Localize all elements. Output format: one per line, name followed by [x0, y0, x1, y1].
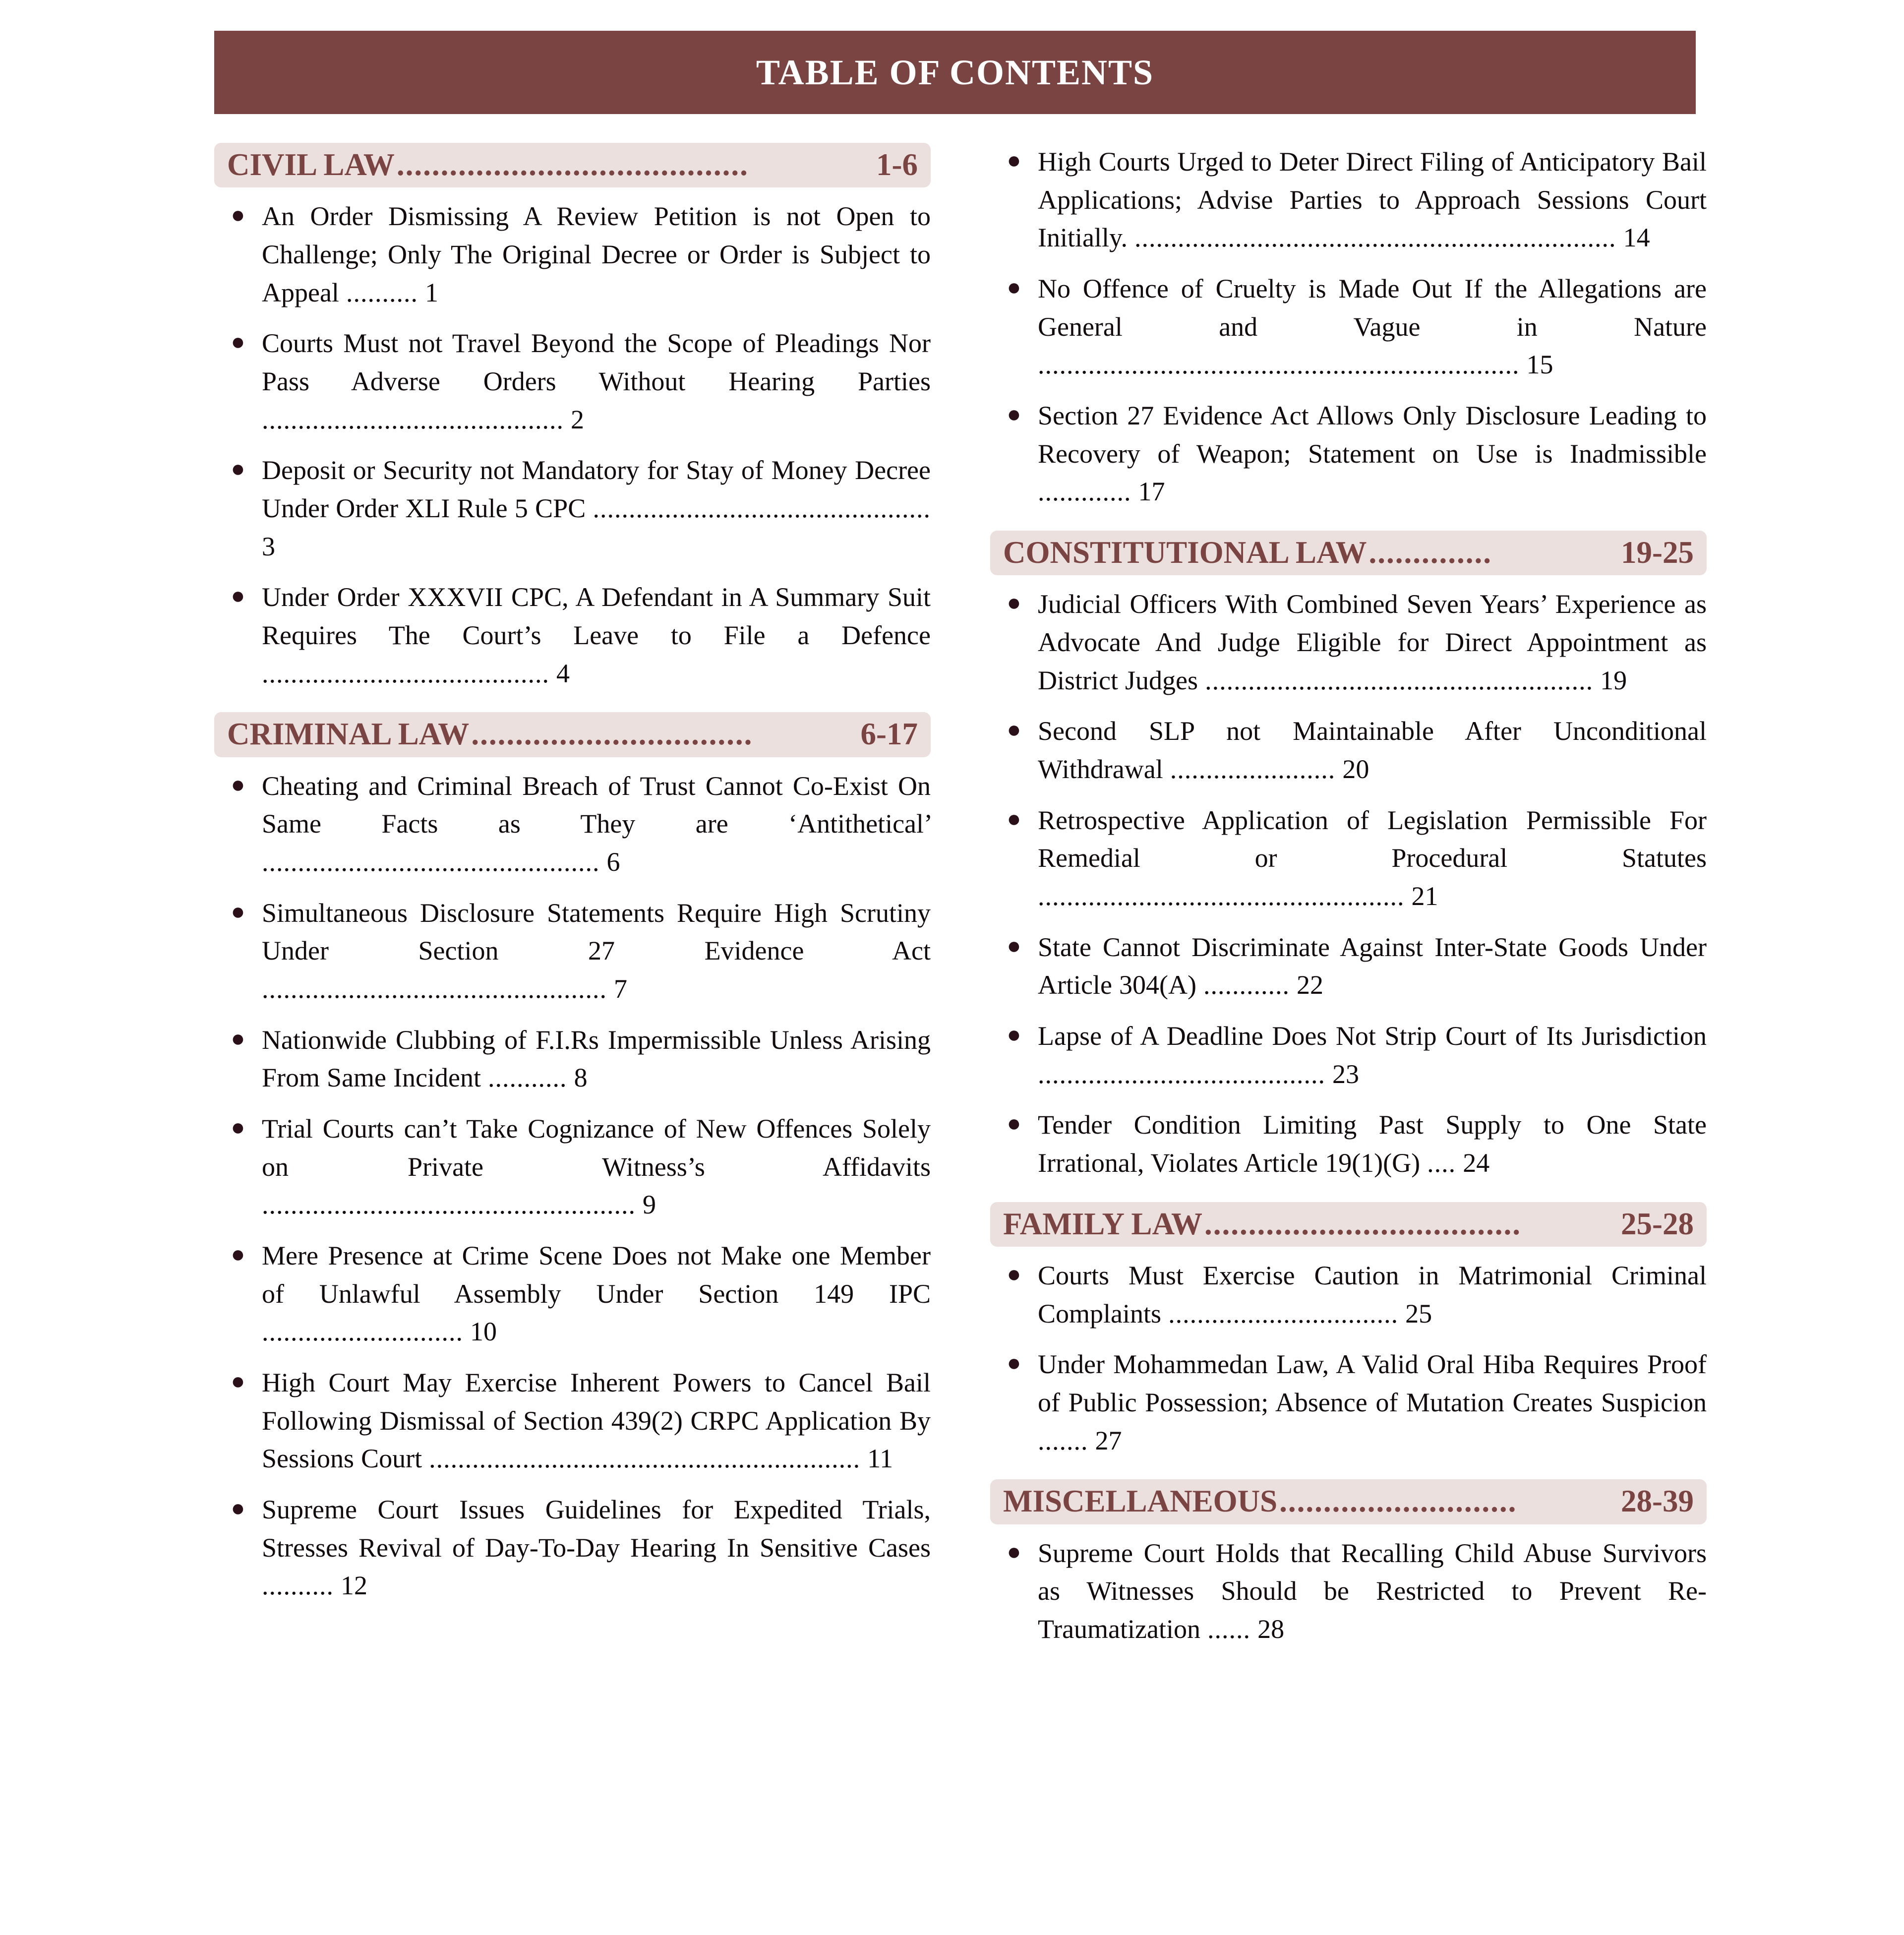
bullet-icon: ●: [1007, 717, 1021, 743]
section-page-range: 6-17: [860, 717, 918, 752]
toc-entry[interactable]: [990, 1106, 1707, 1182]
bullet-icon: ●: [1007, 1538, 1021, 1565]
toc-entry[interactable]: [990, 1345, 1707, 1459]
toc-entry-leader-dots: ..........................................: [262, 404, 564, 434]
toc-entry-text: [262, 1237, 931, 1351]
toc-entry-leader-dots: ....: [1427, 1148, 1456, 1178]
toc-entry-leader-dots: ................................................: [262, 973, 607, 1004]
toc-entry-text: [262, 894, 931, 1008]
bullet-icon: ●: [231, 1241, 245, 1268]
toc-entry-page-number: 23: [1332, 1059, 1360, 1089]
toc-entry[interactable]: [214, 1237, 931, 1351]
toc-entry-leader-dots: .............: [1038, 477, 1131, 507]
toc-entry-title: Courts Must Exercise Caution in Matrimonial Criminal Complaints: [1038, 1260, 1707, 1329]
toc-entry-title: An Order Dismissing A Review Petition is not Open to Challenge; Only The Original Decree or Order is Subject to Appeal: [262, 201, 931, 307]
toc-entry-leader-dots: ............: [1203, 970, 1290, 1000]
toc-entry-leader-dots: ..........: [346, 277, 418, 307]
toc-entry-page-number: 9: [643, 1190, 656, 1220]
toc-entry[interactable]: [990, 270, 1707, 384]
toc-entry-leader-dots: ...................................................: [1038, 881, 1405, 911]
toc-entry-text: [1038, 143, 1707, 257]
section-title: FAMILY LAW: [1003, 1206, 1202, 1241]
section-title: MISCELLANEOUS: [1003, 1484, 1278, 1519]
toc-entry-title: Supreme Court Holds that Recalling Child Abuse Survivors as Witnesses Should be Restricted to Prevent Re-Traumatization: [1038, 1538, 1707, 1644]
toc-entry-text: [1038, 1257, 1707, 1332]
section-header-criminal-law: [214, 712, 931, 757]
bullet-icon: ●: [231, 583, 245, 609]
section-leader-dots: ................................: [471, 718, 753, 750]
bullet-icon: ●: [231, 1025, 245, 1052]
toc-entry-page-number: 11: [867, 1444, 893, 1474]
toc-entry[interactable]: [214, 324, 931, 438]
toc-entry[interactable]: [990, 928, 1707, 1004]
toc-entry[interactable]: [214, 451, 931, 565]
bullet-icon: ●: [1007, 1022, 1021, 1048]
bullet-icon: ●: [231, 456, 245, 483]
bullet-icon: ●: [1007, 1261, 1021, 1287]
toc-entry-text: [262, 1491, 931, 1605]
toc-entry-page-number: 14: [1623, 223, 1650, 253]
toc-entry-title: Judicial Officers With Combined Seven Years’ Experience as Advocate And Judge Eligible for Direct Appointment as District Judges: [1038, 589, 1707, 695]
toc-entry-leader-dots: ............................................................: [429, 1444, 861, 1474]
toc-columns: [214, 143, 1707, 1661]
toc-entry-text: [1038, 712, 1707, 788]
toc-entry-leader-dots: ......................................................: [1205, 665, 1594, 695]
toc-entry-leader-dots: ..........: [262, 1571, 334, 1601]
bullet-icon: ●: [1007, 1350, 1021, 1377]
toc-entry-leader-dots: .......................: [1170, 754, 1336, 784]
toc-entry-title: Simultaneous Disclosure Statements Require High Scrutiny Under Section 27 Evidence Act: [262, 898, 931, 966]
toc-entry-text: [262, 1364, 931, 1478]
toc-entry-leader-dots: .......: [1038, 1425, 1088, 1455]
toc-entry-text: [1038, 1106, 1707, 1182]
section-leader-dots: ........................................: [396, 149, 749, 181]
toc-column-right: [990, 143, 1707, 1661]
toc-entry-page-number: 7: [614, 973, 628, 1004]
toc-entry-page-number: 20: [1342, 754, 1369, 784]
toc-entry-page-number: 28: [1257, 1614, 1285, 1644]
toc-entry[interactable]: [990, 712, 1707, 788]
toc-entry-leader-dots: ...................................................................: [1038, 350, 1520, 380]
toc-entry[interactable]: [990, 1017, 1707, 1093]
section-leader-dots: ...........................: [1279, 1485, 1517, 1517]
bullet-icon: ●: [231, 1114, 245, 1141]
bullet-icon: ●: [1007, 805, 1021, 832]
toc-entry-page-number: 17: [1138, 477, 1165, 507]
toc-entry-text: [1038, 1017, 1707, 1093]
toc-entry-text: [262, 1110, 931, 1224]
toc-entry-page-number: 22: [1297, 970, 1324, 1000]
toc-entry-title: Section 27 Evidence Act Allows Only Disclosure Leading to Recovery of Weapon; Statement on Use is Inadmissible: [1038, 401, 1707, 469]
toc-entry-title: State Cannot Discriminate Against Inter-State Goods Under Article 304(A): [1038, 932, 1707, 1000]
toc-entry-title: Courts Must not Travel Beyond the Scope of Pleadings Nor Pass Adverse Orders Without Hearing Parties: [262, 328, 931, 396]
section-leader-dots: ....................................: [1204, 1208, 1521, 1240]
toc-entry-page-number: 1: [425, 277, 439, 307]
section-page-range: 19-25: [1621, 535, 1694, 570]
bullet-icon: ●: [231, 202, 245, 229]
toc-entry-page-number: 21: [1411, 881, 1438, 911]
toc-entry-leader-dots: ....................................................: [262, 1190, 636, 1220]
toc-entry-text: [262, 324, 931, 438]
section-header-miscellaneous: [990, 1479, 1707, 1524]
toc-entry-page-number: 24: [1463, 1148, 1490, 1178]
toc-entry-title: Trial Courts can’t Take Cognizance of New Offences Solely on Private Witness’s Affidavits: [262, 1113, 931, 1182]
toc-entry-title: Supreme Court Issues Guidelines for Expedited Trials, Stresses Revival of Day-To-Day Hearing In Sensitive Cases: [262, 1494, 931, 1563]
toc-entry-title: Second SLP not Maintainable After Unconditional Withdrawal: [1038, 716, 1707, 784]
bullet-icon: ●: [1007, 274, 1021, 301]
toc-entry-page-number: 19: [1600, 665, 1627, 695]
toc-entry-title: Under Mohammedan Law, A Valid Oral Hiba Requires Proof of Public Possession; Absence of Mutation Creates Suspicion: [1038, 1349, 1707, 1417]
toc-entry-title: Nationwide Clubbing of F.I.Rs Impermissible Unless Arising From Same Incident: [262, 1025, 931, 1093]
toc-entry-text: [262, 1021, 931, 1097]
toc-entry-page-number: 3: [262, 531, 275, 561]
bullet-icon: ●: [1007, 147, 1021, 174]
toc-entry-leader-dots: ........................................: [262, 658, 549, 688]
bullet-icon: ●: [231, 1495, 245, 1521]
toc-page: [0, 31, 1904, 1935]
toc-entry-leader-dots: ...............................................: [262, 847, 600, 877]
toc-entry-title: High Courts Urged to Deter Direct Filing of Anticipatory Bail Applications; Advise Parties to Approach Sessions Court Initially.: [1038, 147, 1707, 253]
toc-entry[interactable]: [990, 585, 1707, 699]
toc-entry[interactable]: [214, 767, 931, 881]
toc-entry[interactable]: [990, 1257, 1707, 1332]
toc-entry[interactable]: [214, 1491, 931, 1605]
toc-entry[interactable]: [214, 578, 931, 692]
toc-entry-title: Lapse of A Deadline Does Not Strip Court of Its Jurisdiction: [1038, 1021, 1707, 1051]
toc-entry-text: [1038, 801, 1707, 915]
toc-entry-page-number: 8: [574, 1063, 588, 1093]
bullet-icon: ●: [1007, 401, 1021, 428]
toc-entry-text: [1038, 1534, 1707, 1648]
toc-entry-text: [262, 197, 931, 311]
toc-entry-text: [262, 578, 931, 692]
toc-entry[interactable]: [990, 1534, 1707, 1648]
toc-entry-text: [262, 451, 931, 565]
bullet-icon: ●: [231, 1368, 245, 1394]
bullet-icon: ●: [1007, 1110, 1021, 1137]
toc-entry-title: Tender Condition Limiting Past Supply to One State Irrational, Violates Article 19(1)(G): [1038, 1110, 1707, 1178]
toc-entry-leader-dots: ...........: [488, 1063, 567, 1093]
section-header-civil-law: [214, 143, 931, 187]
toc-entry-leader-dots: ................................: [1168, 1298, 1399, 1329]
toc-entry-leader-dots: ...................................................................: [1134, 223, 1616, 253]
toc-entry-page-number: 6: [606, 847, 620, 877]
section-header-constitutional-law: [990, 531, 1707, 575]
toc-entry-text: [1038, 585, 1707, 699]
toc-entry-text: [1038, 397, 1707, 511]
toc-entry[interactable]: [990, 397, 1707, 511]
toc-entry-page-number: 2: [571, 404, 585, 434]
bullet-icon: ●: [1007, 590, 1021, 616]
section-title: CIVIL LAW: [227, 147, 395, 182]
toc-entry-page-number: 4: [556, 658, 570, 688]
toc-entry[interactable]: [214, 1021, 931, 1097]
toc-entry-title: Under Order XXXVII CPC, A Defendant in A Summary Suit Requires The Court’s Leave to File a Defence: [262, 582, 931, 650]
toc-entry[interactable]: [990, 143, 1707, 257]
toc-entry-leader-dots: ............................: [262, 1317, 463, 1347]
toc-entry-text: [1038, 1345, 1707, 1459]
toc-column-left: [214, 143, 931, 1618]
section-header-family-law: [990, 1202, 1707, 1247]
toc-entry-page-number: 27: [1095, 1425, 1122, 1455]
section-title: CONSTITUTIONAL LAW: [1003, 535, 1367, 570]
toc-entry-title: Deposit or Security not Mandatory for Stay of Money Decree Under Order XLI Rule 5 CPC: [262, 455, 931, 523]
toc-entry-title: High Court May Exercise Inherent Powers to Cancel Bail Following Dismissal of Section 439(2) CRPC Application By Sessions Court: [262, 1367, 931, 1474]
section-leader-dots: ..............: [1368, 537, 1492, 569]
toc-entry-page-number: 15: [1526, 350, 1553, 380]
toc-entry-page-number: 10: [470, 1317, 497, 1347]
toc-entry[interactable]: [214, 197, 931, 311]
toc-entry[interactable]: [214, 1364, 931, 1478]
toc-header-bar: [214, 31, 1696, 114]
toc-entry[interactable]: [214, 894, 931, 1008]
toc-entry[interactable]: [990, 801, 1707, 915]
bullet-icon: ●: [231, 771, 245, 798]
section-page-range: 1-6: [876, 147, 918, 182]
toc-entry-text: [1038, 270, 1707, 384]
toc-entry-title: Retrospective Application of Legislation Permissible For Remedial or Procedural Statutes: [1038, 805, 1707, 873]
section-page-range: 25-28: [1621, 1206, 1694, 1241]
page-title: TABLE OF CONTENTS: [756, 53, 1154, 92]
toc-entry[interactable]: [214, 1110, 931, 1224]
toc-entry-leader-dots: ...............................................: [593, 493, 931, 523]
section-title: CRIMINAL LAW: [227, 717, 470, 752]
bullet-icon: ●: [231, 329, 245, 356]
toc-entry-text: [262, 767, 931, 881]
toc-entry-title: No Offence of Cruelty is Made Out If the Allegations are General and Vague in Nature: [1038, 274, 1707, 342]
toc-entry-page-number: 25: [1405, 1298, 1432, 1329]
toc-entry-leader-dots: ........................................: [1038, 1059, 1325, 1089]
toc-entry-title: Mere Presence at Crime Scene Does not Make one Member of Unlawful Assembly Under Section 149 IPC: [262, 1240, 931, 1309]
bullet-icon: ●: [1007, 932, 1021, 959]
toc-entry-leader-dots: ......: [1207, 1614, 1251, 1644]
toc-entry-title: Cheating and Criminal Breach of Trust Cannot Co-Exist On Same Facts as They are ‘Antithetical’: [262, 771, 931, 839]
bullet-icon: ●: [231, 898, 245, 925]
toc-entry-page-number: 12: [341, 1571, 368, 1601]
section-page-range: 28-39: [1621, 1484, 1694, 1519]
toc-entry-text: [1038, 928, 1707, 1004]
